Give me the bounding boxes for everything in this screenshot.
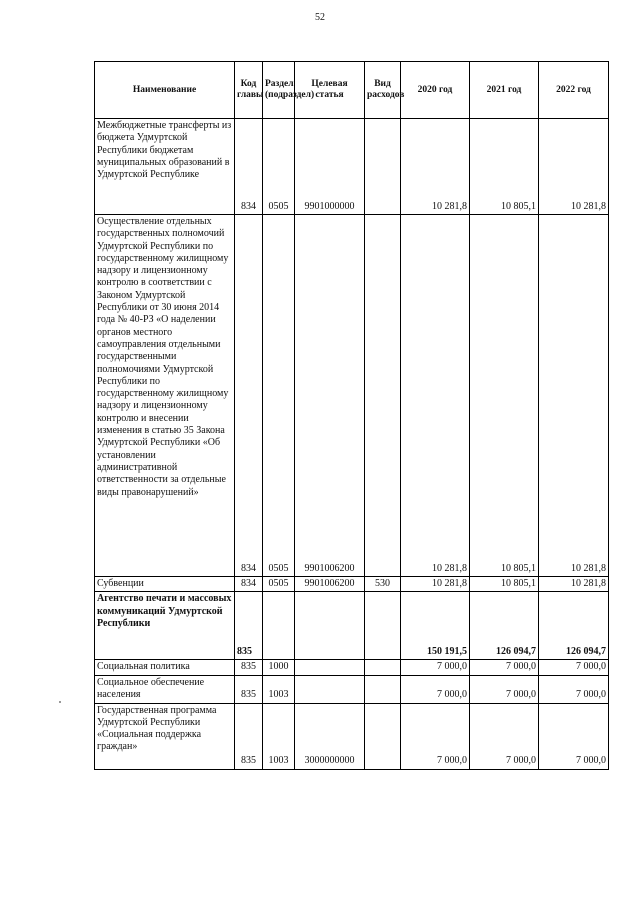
row-code: 834 <box>235 215 263 577</box>
row-2021: 10 805,1 <box>470 577 539 592</box>
row-code: 834 <box>235 577 263 592</box>
row-2022: 7 000,0 <box>539 660 609 675</box>
header-type: Вид расходов <box>365 62 401 119</box>
row-code: 834 <box>235 119 263 215</box>
row-2021: 7 000,0 <box>470 660 539 675</box>
header-target: Целевая статья <box>295 62 365 119</box>
row-section: 0505 <box>263 119 295 215</box>
row-target: 9901000000 <box>295 119 365 215</box>
table-row <box>95 215 609 577</box>
row-2020: 10 281,8 <box>401 577 470 592</box>
row-2020: 7 000,0 <box>401 660 470 675</box>
row-type <box>365 703 401 769</box>
row-2020: 7 000,0 <box>401 675 470 703</box>
row-section: 0505 <box>263 577 295 592</box>
header-section: Раздел (подраздел) <box>263 62 295 119</box>
header-2021: 2021 год <box>470 62 539 119</box>
table-header-row <box>95 62 609 119</box>
row-2020: 7 000,0 <box>401 703 470 769</box>
row-name: Социальное обеспечение населения <box>95 675 235 703</box>
row-2022: 7 000,0 <box>539 675 609 703</box>
header-name: Наименование <box>95 62 235 119</box>
row-2021: 126 094,7 <box>470 592 539 660</box>
row-2022: 10 281,8 <box>539 119 609 215</box>
header-2022: 2022 год <box>539 62 609 119</box>
row-code: 835 <box>235 675 263 703</box>
row-type <box>365 675 401 703</box>
table-row <box>95 577 609 592</box>
row-type <box>365 119 401 215</box>
row-2020: 10 281,8 <box>401 215 470 577</box>
table-row <box>95 675 609 703</box>
row-target: 9901006200 <box>295 215 365 577</box>
row-2022: 10 281,8 <box>539 577 609 592</box>
row-type <box>365 215 401 577</box>
scan-speck <box>59 701 61 703</box>
row-2021: 10 805,1 <box>470 215 539 577</box>
row-name: Государственная программа Удмуртской Республики «Социальная поддержка граждан» <box>95 703 235 769</box>
row-name: Осуществление отдельных государственных полномочий Удмуртской Республики по государственному жилищному надзору и лицензионному контролю в соответствии с Законом Удмуртской Республики от 30 июня 2014 года № 40-РЗ «О наделении органов местного самоуправления отдельными государственными полномочиями Удмуртской Республики по государственному жилищному надзору и лицензионному контролю и внесении изменения в статью 35 Закона Удмуртской Республики «Об установлении административной ответственности за отдельные виды правонарушений» <box>95 215 235 577</box>
row-2022: 10 281,8 <box>539 215 609 577</box>
table-row <box>95 703 609 769</box>
row-target: 9901006200 <box>295 577 365 592</box>
row-2022: 126 094,7 <box>539 592 609 660</box>
row-code: 835 <box>235 592 263 660</box>
row-target: 3000000000 <box>295 703 365 769</box>
row-2020: 10 281,8 <box>401 119 470 215</box>
row-section: 1003 <box>263 675 295 703</box>
row-name: Агентство печати и массовых коммуникаций Удмуртской Республики <box>95 592 235 660</box>
header-2020: 2020 год <box>401 62 470 119</box>
row-type <box>365 592 401 660</box>
row-2021: 7 000,0 <box>470 703 539 769</box>
row-name: Субвенции <box>95 577 235 592</box>
row-target <box>295 660 365 675</box>
row-2021: 10 805,1 <box>470 119 539 215</box>
row-2020: 150 191,5 <box>401 592 470 660</box>
row-name: Социальная политика <box>95 660 235 675</box>
table-row <box>95 119 609 215</box>
row-section: 1003 <box>263 703 295 769</box>
row-type <box>365 660 401 675</box>
row-target <box>295 592 365 660</box>
row-type: 530 <box>365 577 401 592</box>
row-name: Межбюджетные трансферты из бюджета Удмуртской Республики бюджетам муниципальных образований в Удмуртской Республике <box>95 119 235 215</box>
budget-table <box>94 61 609 770</box>
header-code: Код главы <box>235 62 263 119</box>
row-section <box>263 592 295 660</box>
row-section: 1000 <box>263 660 295 675</box>
row-2021: 7 000,0 <box>470 675 539 703</box>
table-row <box>95 660 609 675</box>
row-code: 835 <box>235 703 263 769</box>
table-row <box>95 592 609 660</box>
row-target <box>295 675 365 703</box>
row-2022: 7 000,0 <box>539 703 609 769</box>
page-number: 52 <box>315 12 325 23</box>
row-code: 835 <box>235 660 263 675</box>
row-section: 0505 <box>263 215 295 577</box>
